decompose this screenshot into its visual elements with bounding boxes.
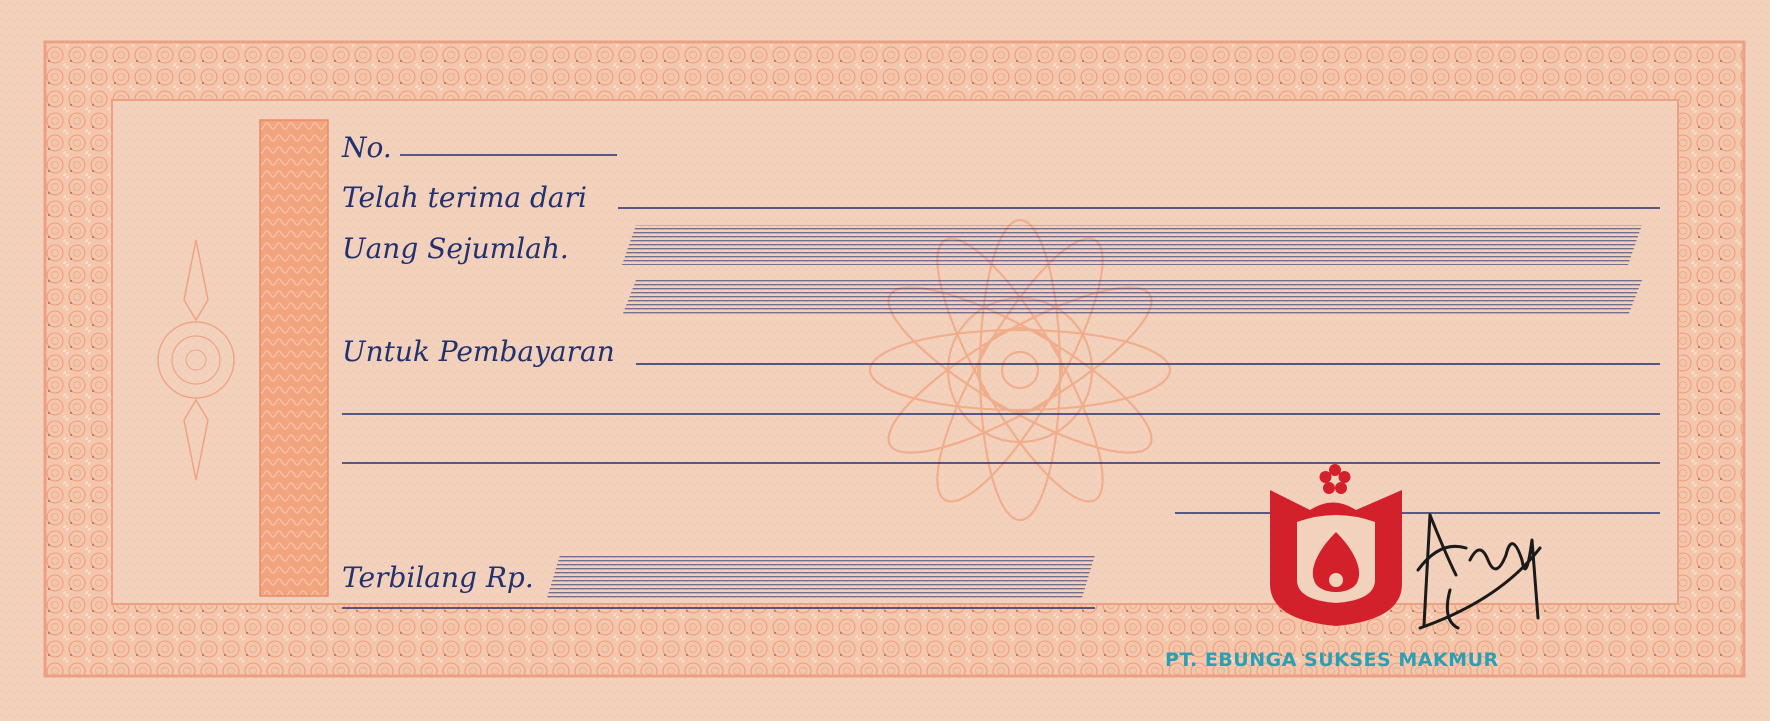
company-name: PT. EBUNGA SUKSES MAKMUR: [1165, 649, 1499, 671]
received-from-label: Telah terima dari: [342, 181, 587, 214]
signature-field[interactable]: [1175, 470, 1660, 514]
received-from-field[interactable]: [618, 178, 1660, 208]
receipt-number-field[interactable]: [400, 126, 617, 156]
amount-rp-field[interactable]: [547, 555, 1095, 598]
amount-rp-label: Terbilang Rp.: [342, 561, 534, 594]
payment-for-field[interactable]: [342, 336, 1660, 464]
amount-words-field[interactable]: [622, 225, 1642, 316]
payment-for-label: Untuk Pembayaran: [342, 335, 615, 368]
receipt-number-label: No.: [342, 131, 392, 164]
amount-label: Uang Sejumlah.: [342, 232, 569, 265]
